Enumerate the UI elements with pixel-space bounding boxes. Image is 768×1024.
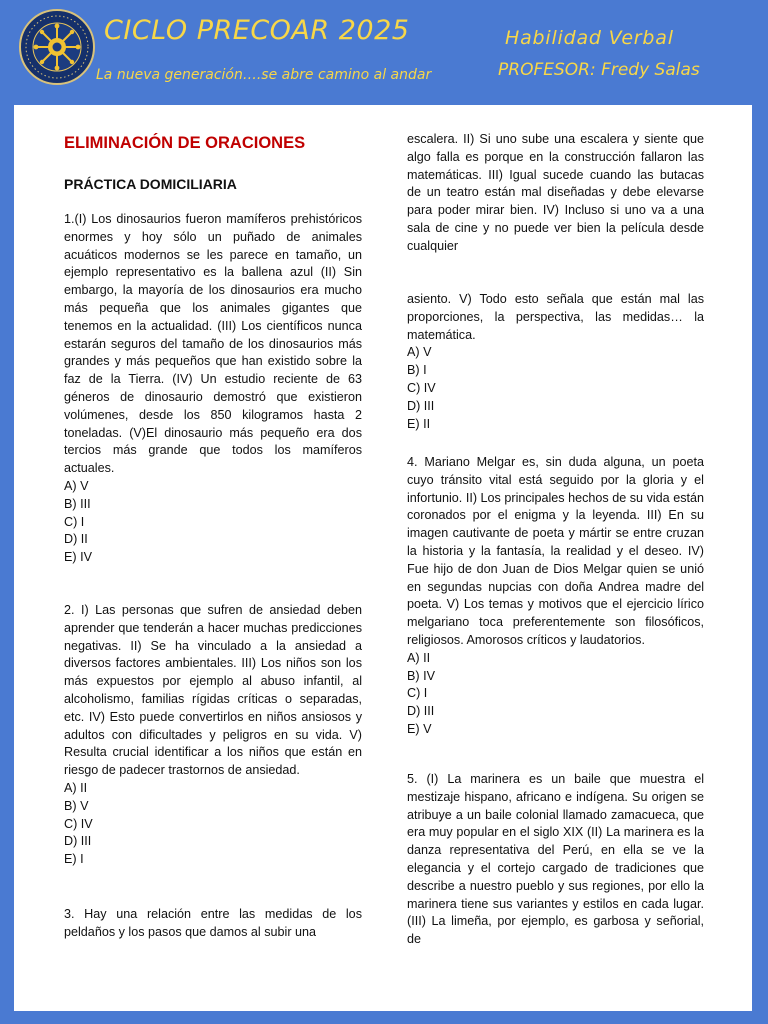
option-c: C) I	[64, 514, 85, 529]
option-b: B) V	[64, 798, 89, 813]
question-4-options	[407, 650, 704, 739]
option-e: E) V	[407, 721, 432, 736]
question-3-options	[407, 344, 704, 433]
question-2-options	[64, 780, 362, 869]
option-a: A) V	[407, 345, 432, 360]
option-a: A) V	[64, 478, 89, 493]
option-c: C) IV	[64, 816, 93, 831]
question-5	[407, 771, 704, 949]
section-subheading: PRÁCTICA DOMICILIARIA	[64, 176, 237, 192]
question-3-text-start: 3. Hay una relación entre las medidas de los peldaños y los pasos que damos al subir una	[64, 907, 362, 939]
question-1-text: 1.(I) Los dinosaurios fueron mamíferos prehistóricos enormes y hoy sólo un puñado de animales acuáticos modernos se les parece en tamaño, un ejemplo representativo es la ballena azul (II) Sin embargo, la mayoría de los dinosaurios era mucho más pequeña que los animales gigantes que tenemos en la actualidad. (III) Los científicos nunca estarán seguros del tamaño de los dinosaurios más grandes y más pequeños que han existido sobre la faz de la Tierra. (IV) Un estudio reciente de 63 géneros de dinosaurio demostró que existieron volúmenes, desde los 850 kilogramos hasta 2 toneladas. (V)El dinosaurio más pequeño era dos tercios más grande que todos los mamíferos actuales.	[64, 212, 362, 476]
emblem-graphic	[21, 11, 93, 83]
option-a: A) II	[64, 780, 88, 795]
question-2-text: 2. I) Las personas que sufren de ansiedad deben aprender que tenderán a hacer muchas predicciones negativas. II) Se ha vinculado a la ansiedad a diversos factores ambientales. III) Los niños son los más expuestos por ejemplo al abuso infantil, al alcoholismo, familias rígidas críticas o separadas, etc. IV) Esto puede convertirlos en niños ansiosos y adultos con dificultades y peligros en su vida. V) Resulta crucial identificar a los niños que están en riesgo de padecer trastornos de ansiedad.	[64, 603, 362, 778]
question-4	[407, 454, 704, 739]
question-2	[64, 602, 362, 869]
question-3-end	[407, 291, 704, 433]
question-3-continued	[407, 131, 704, 256]
question-4-text: 4. Mariano Melgar es, sin duda alguna, un poeta cuyo tránsito vital está seguido por la gloria y el infortunio. II) Los principales hechos de su vida están coronados por el enigma y la leyenda. III) En su imagen cautivante de poeta y mártir se entre cruzan la historia y la fantasía, la realidad y el deseo. IV) Fue hijo de don Juan de Dios Melgar quien se unió en segundas nupcias con doña Andrea madre del poeta. V) Los temas y motivos que el ejercicio lírico melgariano toca preferentemente son filosóficos, religiosos. Amorosos críticos y laudatorios.	[407, 455, 704, 647]
subject-name: Habilidad Verbal	[505, 27, 674, 49]
question-1-options	[64, 478, 362, 567]
course-title: CICLO PRECOAR 2025	[104, 15, 410, 46]
option-c: C) I	[407, 686, 428, 701]
option-e: E) II	[407, 416, 431, 431]
option-b: B) I	[407, 363, 427, 378]
header-band	[0, 0, 768, 100]
option-b: B) III	[64, 496, 91, 511]
institution-emblem-icon	[19, 9, 95, 85]
option-d: D) II	[64, 532, 88, 547]
option-e: E) I	[64, 852, 84, 867]
option-c: C) IV	[407, 380, 436, 395]
question-5-text: 5. (I) La marinera es un baile que muestra el mestizaje hispano, africano e indígena. Su origen se atribuye a un baile colonial llamado zamacueca, que era muy popular en el siglo XIX (II) La marinera es la danza representativa del Perú, en ella se ve la elegancia y el cortejo cargado de tradiciones que describe a nuestro pueblo y sus regiones, por ello la marinera tiene sus variantes y estilos en cada lugar. (III) La limeña, por ejemplo, es garbosa y señorial, de	[407, 772, 704, 947]
option-b: B) IV	[407, 668, 435, 683]
teacher-name: PROFESOR: Fredy Salas	[498, 60, 700, 80]
question-3-start	[64, 906, 362, 942]
section-heading: ELIMINACIÓN DE ORACIONES	[64, 134, 306, 152]
question-3-text-end: asiento. V) Todo esto señala que están mal las proporciones, la perspectiva, las medidas… la matemática.	[407, 292, 704, 342]
question-1	[64, 211, 362, 567]
question-3-text-cont: escalera. II) Si uno sube una escalera y siente que algo falla es porque en la construcción fallaron las matemáticas. III) Igual sucede cuando las butacas de un teatro están mal diseñadas y debe elevarse para poder mirar bien. IV) Incluso si uno va a una sala de cine y no puede ver bien la película desde cualquier	[407, 132, 704, 253]
option-e: E) IV	[64, 550, 92, 565]
option-d: D) III	[407, 398, 435, 413]
document-page	[14, 105, 752, 1011]
option-a: A) II	[407, 650, 431, 665]
option-d: D) III	[64, 834, 92, 849]
slogan: La nueva generación….se abre camino al andar	[96, 67, 432, 83]
option-d: D) III	[407, 704, 435, 719]
